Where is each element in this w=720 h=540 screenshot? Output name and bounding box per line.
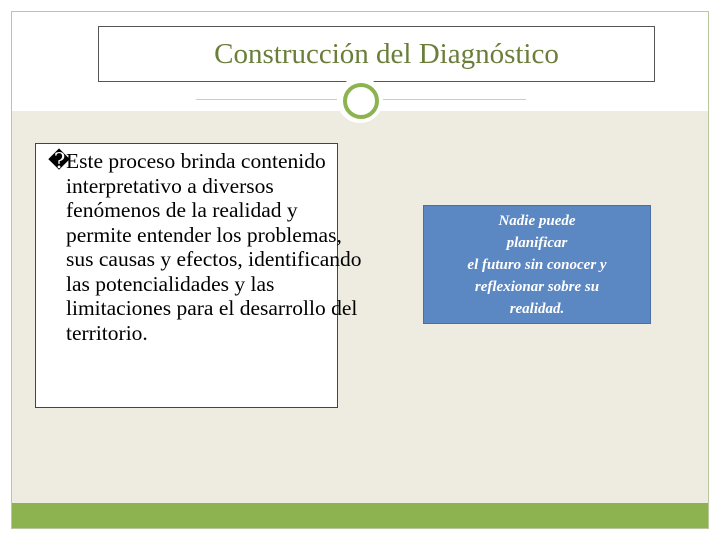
divider-line-left (196, 99, 340, 100)
quote-box (423, 205, 651, 324)
slide-title: Construcción del Diagnóstico (214, 37, 559, 70)
bullet-text: Este proceso brinda contenido interpretativo a diversos fenómenos de la realidad y permite entender los problemas, sus causas y efectos, identificando las potencialidades y las limitaciones para el desarrollo del territorio. (66, 149, 362, 345)
circle-ornament-icon (337, 77, 383, 123)
title-box (98, 26, 655, 82)
divider-line-right (382, 99, 526, 100)
bottom-accent-bar (12, 503, 708, 528)
body-text-box (35, 143, 362, 408)
bullet-paragraph (48, 149, 362, 345)
quote-text: Nadie puede planificar el futuro sin conocer y reflexionar sobre su realidad. (467, 212, 607, 317)
bullet-icon: � (48, 149, 71, 173)
